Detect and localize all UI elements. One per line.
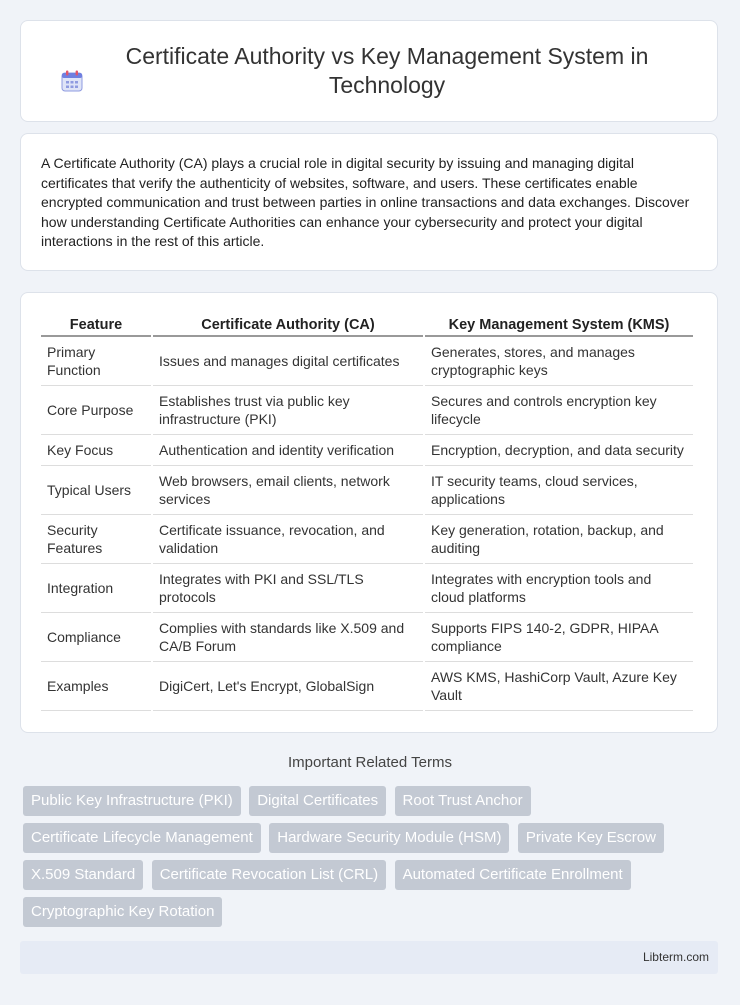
feature-cell: Security Features bbox=[41, 515, 151, 564]
kms-cell: Supports FIPS 140-2, GDPR, HIPAA compliance bbox=[425, 613, 693, 662]
related-term-tag[interactable]: Certificate Revocation List (CRL) bbox=[152, 860, 386, 890]
feature-cell: Examples bbox=[41, 662, 151, 711]
table-row bbox=[41, 466, 693, 515]
kms-cell: IT security teams, cloud services, applications bbox=[425, 466, 693, 515]
kms-cell: Integrates with encryption tools and cloud platforms bbox=[425, 564, 693, 613]
ca-cell: Authentication and identity verification bbox=[153, 435, 423, 466]
table-header-row bbox=[41, 309, 693, 337]
related-terms-list bbox=[23, 786, 713, 934]
ca-cell: Certificate issuance, revocation, and validation bbox=[153, 515, 423, 564]
title-card bbox=[20, 20, 718, 122]
related-term-tag[interactable]: Digital Certificates bbox=[249, 786, 386, 816]
table-row bbox=[41, 386, 693, 435]
feature-cell: Key Focus bbox=[41, 435, 151, 466]
table-row bbox=[41, 337, 693, 386]
comparison-table bbox=[39, 309, 695, 711]
calendar-icon bbox=[59, 68, 85, 94]
kms-cell: Encryption, decryption, and data security bbox=[425, 435, 693, 466]
feature-cell: Compliance bbox=[41, 613, 151, 662]
feature-cell: Integration bbox=[41, 564, 151, 613]
table-row bbox=[41, 564, 693, 613]
related-term-tag[interactable]: Private Key Escrow bbox=[518, 823, 664, 853]
related-term-tag[interactable]: Automated Certificate Enrollment bbox=[395, 860, 631, 890]
intro-paragraph: A Certificate Authority (CA) plays a crucial role in digital security by issuing and managing digital certificates that verify the authenticity of websites, software, and users. These certificates enable encrypted communication and trust between parties in online transactions and data exchanges. Discover how understanding Certificate Authorities can enhance your cybersecurity and protect your digital interactions in the rest of this article. bbox=[41, 155, 690, 249]
footer bbox=[20, 941, 718, 974]
comparison-card bbox=[20, 292, 718, 733]
feature-cell: Core Purpose bbox=[41, 386, 151, 435]
table-row bbox=[41, 515, 693, 564]
header-kms: Key Management System (KMS) bbox=[425, 309, 693, 337]
related-terms-heading: Important Related Terms bbox=[288, 754, 452, 771]
header-ca: Certificate Authority (CA) bbox=[153, 309, 423, 337]
footer-site-link[interactable]: Libterm.com bbox=[642, 950, 709, 964]
kms-cell: AWS KMS, HashiCorp Vault, Azure Key Vault bbox=[425, 662, 693, 711]
related-term-tag[interactable]: Certificate Lifecycle Management bbox=[23, 823, 261, 853]
ca-cell: DigiCert, Let's Encrypt, GlobalSign bbox=[153, 662, 423, 711]
ca-cell: Complies with standards like X.509 and CA/B Forum bbox=[153, 613, 423, 662]
feature-cell: Typical Users bbox=[41, 466, 151, 515]
ca-cell: Web browsers, email clients, network services bbox=[153, 466, 423, 515]
kms-cell: Key generation, rotation, backup, and auditing bbox=[425, 515, 693, 564]
feature-cell: Primary Function bbox=[41, 337, 151, 386]
kms-cell: Generates, stores, and manages cryptographic keys bbox=[425, 337, 693, 386]
table-row bbox=[41, 613, 693, 662]
title-wrap bbox=[59, 42, 679, 100]
kms-cell: Secures and controls encryption key lifecycle bbox=[425, 386, 693, 435]
related-term-tag[interactable]: Cryptographic Key Rotation bbox=[23, 897, 222, 927]
header-feature: Feature bbox=[41, 309, 151, 337]
related-term-tag[interactable]: X.509 Standard bbox=[23, 860, 143, 890]
table-row bbox=[41, 662, 693, 711]
related-term-tag[interactable]: Hardware Security Module (HSM) bbox=[269, 823, 509, 853]
ca-cell: Integrates with PKI and SSL/TLS protocols bbox=[153, 564, 423, 613]
table-row bbox=[41, 435, 693, 466]
ca-cell: Establishes trust via public key infrastructure (PKI) bbox=[153, 386, 423, 435]
ca-cell: Issues and manages digital certificates bbox=[153, 337, 423, 386]
page-title: Certificate Authority vs Key Management System in Technology bbox=[125, 43, 649, 98]
related-term-tag[interactable]: Public Key Infrastructure (PKI) bbox=[23, 786, 241, 816]
intro-card bbox=[20, 133, 718, 271]
related-term-tag[interactable]: Root Trust Anchor bbox=[395, 786, 531, 816]
